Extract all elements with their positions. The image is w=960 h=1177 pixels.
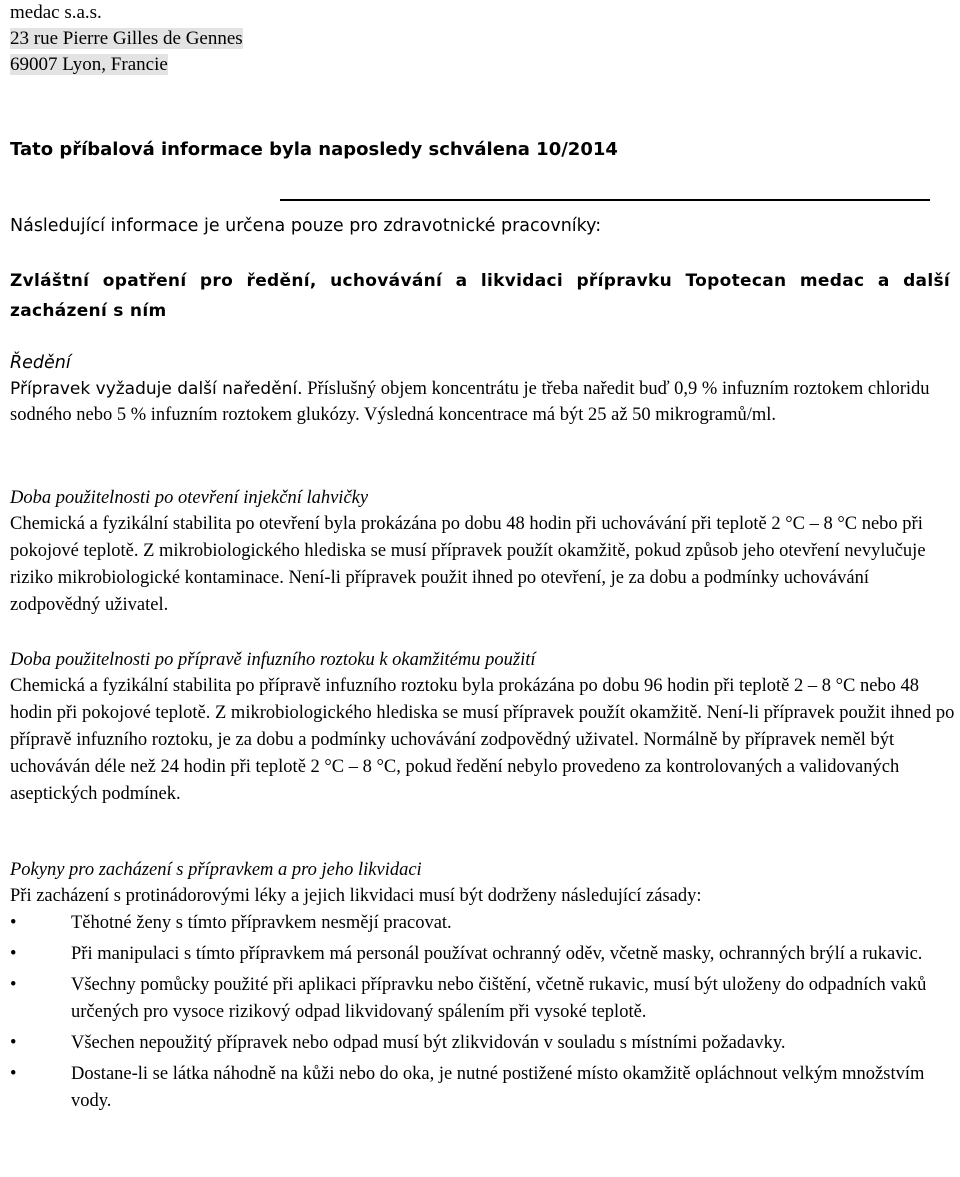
section-text-tail: Výsledná koncentrace má být 25 až 50 mikrogramů/ml. bbox=[359, 405, 777, 425]
section-shelf-life-prepared bbox=[10, 647, 955, 808]
section-intro: Při zacházení s protinádorovými léky a jejich likvidaci musí být dodrženy následující zásady: bbox=[10, 886, 702, 906]
special-precautions-heading: Zvláštní opatření pro ředění, uchovávání a likvidaci přípravku Topotecan medac a další zacházení s ním bbox=[10, 271, 950, 321]
holder-name: medac s.a.s. bbox=[10, 2, 102, 23]
bullet-icon: • bbox=[10, 1064, 17, 1084]
approval-date: Tato příbalová informace byla naposledy schválena 10/2014 bbox=[10, 139, 618, 160]
list-item bbox=[10, 1061, 955, 1115]
holder-city: 69007 Lyon, Francie bbox=[10, 54, 168, 75]
professionals-intro: Následující informace je určena pouze pro zdravotnické pracovníky: bbox=[10, 216, 602, 236]
section-text: Chemická a fyzikální stabilita po přípravě infuzního roztoku byla prokázána po dobu 96 hodin při teplotě 2 – 8 °C nebo 48 hodin při pokojové teplotě. Z mikrobiologického hlediska se musí přípravek použít okamžitě. Není-li přípravek použit ihned po přípravě infuzního roztoku, je za dobu a podmínky uchovávání zodpovědný uživatel. Normálně by přípravek neměl být uchováván déle než 24 hodin při teplotě 2 °C – 8 °C, pokud ředění nebylo provedeno za kontrolovaných a validovaných aseptických podmínek. bbox=[10, 676, 955, 804]
list-item bbox=[10, 910, 955, 937]
list-item-text: Všechny pomůcky použité při aplikaci přípravku nebo čištění, včetně rukavic, musí být uloženy do odpadních vaků určených pro vysoce rizikový odpad likvidovaný spálením při vysoké teplotě. bbox=[71, 975, 927, 1022]
section-text: Chemická a fyzikální stabilita po otevření byla prokázána po dobu 48 hodin při uchovávání při teplotě 2 °C – 8 °C nebo při pokojové teplotě. Z mikrobiologického hlediska se musí přípravek použít okamžitě, pokud způsob jeho otevření nevylučuje riziko mikrobiologické kontaminace. Není-li přípravek použit ihned po otevření, je za dobu a podmínky uchovávání zodpovědný uživatel. bbox=[10, 514, 926, 615]
section-handling-disposal bbox=[10, 857, 955, 1119]
section-title: Doba použitelnosti po otevření injekční lahvičky bbox=[10, 488, 369, 508]
section-shelf-life-opened bbox=[10, 485, 955, 619]
bullet-icon: • bbox=[10, 944, 17, 964]
section-text bbox=[10, 376, 955, 428]
section-text-body: Příslušný objem koncentrátu je třeba naředit buď 0,9 % infuzním roztokem chloridu sodného nebo 5 % infuzním roztokem glukózy. bbox=[10, 379, 930, 425]
list-item bbox=[10, 941, 955, 968]
section-dilution bbox=[10, 350, 955, 428]
list-item bbox=[10, 972, 955, 1026]
bullet-icon: • bbox=[10, 1033, 17, 1053]
list-item bbox=[10, 1030, 955, 1057]
divider bbox=[280, 199, 930, 201]
bullet-icon: • bbox=[10, 913, 17, 933]
holder-address bbox=[10, 0, 243, 78]
section-text-lead: Přípravek vyžaduje další naředění. bbox=[10, 379, 303, 399]
list-item-text: Všechen nepoužitý přípravek nebo odpad musí být zlikvidován v souladu s místními požadavky. bbox=[71, 1033, 786, 1053]
section-title: Pokyny pro zacházení s přípravkem a pro jeho likvidaci bbox=[10, 860, 422, 880]
bullet-icon: • bbox=[10, 975, 17, 995]
list-item-text: Těhotné ženy s tímto přípravkem nesmějí pracovat. bbox=[71, 913, 452, 933]
list-item-text: Při manipulaci s tímto přípravkem má personál používat ochranný oděv, včetně masky, ochranných brýlí a rukavic. bbox=[71, 944, 923, 964]
list-item-text: Dostane-li se látka náhodně na kůži nebo do oka, je nutné postižené místo okamžitě opláchnout velkým množstvím vody. bbox=[71, 1064, 925, 1111]
section-title: Ředění bbox=[10, 353, 71, 373]
section-title: Doba použitelnosti po přípravě infuzního roztoku k okamžitému použití bbox=[10, 650, 536, 670]
handling-bullet-list bbox=[10, 910, 955, 1115]
holder-street: 23 rue Pierre Gilles de Gennes bbox=[10, 28, 243, 49]
